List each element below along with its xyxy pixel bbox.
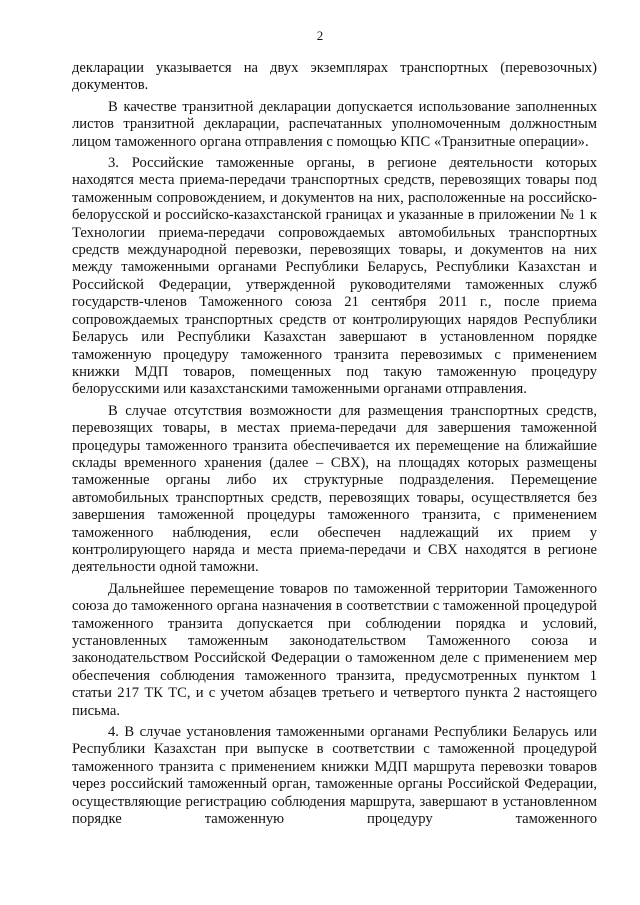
paragraph-further-movement: Дальнейшее перемещение товаров по таможенной территории Таможенного союза до таможенного органа назначения в соответствии с таможенной процедурой таможенного транзита допускается при соблюдении порядка и условий, установленных таможенным законодательством Таможенного союза и законодательством Российской Федерации о таможенном деле с применением мер обеспечения соблюдения таможенного транзита, предусмотренных пунктом 1 статьи 217 ТК ТС, и с учетом абзацев третьего и четвертого пункта 2 настоящего письма. [72, 580, 597, 719]
document-body [72, 60, 597, 832]
paragraph-item-3: 3. Российские таможенные органы, в регионе деятельности которых находятся места приема-передачи транспортных средств, перевозящих товары под таможенным сопровождением, и документов на них, расположенные на российско-белорусской и российско-казахстанской границах и указанные в приложении № 1 к Технологии приема-передачи сопровождаемых автомобильных транспортных средств международной перевозки, перевозящих товары, и документов на них между таможенными органами Республики Беларусь, Республики Казахстан и Российской Федерации, утвержденной руководителями таможенных служб государств-членов Таможенного союза 21 сентября 2011 г., после приема сопровождаемых транспортных средств от контролирующих нарядов Республики Беларусь или Республики Казахстан завершают в установленном порядке таможенную процедуру таможенного транзита перевозимых с применением книжки МДП товаров, помещенных под такую таможенную процедуру белорусскими или казахстанскими таможенными органами отправления. [72, 155, 597, 398]
paragraph-transit-declaration: В качестве транзитной декларации допускается использование заполненных листов транзитной декларации, распечатанных уполномоченным должностным лицом таможенного органа отправления с помощью КПС «Транзитные операции». [72, 98, 597, 150]
paragraph-continuation: декларации указывается на двух экземплярах транспортных (перевозочных) документов. [72, 60, 597, 94]
page-number: 2 [316, 28, 324, 43]
paragraph-item-4: 4. В случае установления таможенными органами Республики Беларусь или Республики Казахстан при выпуске в соответствии с таможенной процедурой таможенного транзита с применением книжки МДП маршрута перевозки товаров через российский таможенный орган, таможенные органы Российской Федерации, осуществляющие регистрацию соблюдения маршрута, завершают в установленном порядке таможенную процедуру таможенного [72, 724, 597, 828]
paragraph-temporary-storage: В случае отсутствия возможности для размещения транспортных средств, перевозящих товары, в местах приема-передачи для завершения таможенной процедуры таможенного транзита обеспечивается их перемещение на ближайшие склады временного хранения (далее – СВХ), на площадях которых размещены таможенные органы либо их структурные подразделения. Перемещение автомобильных транспортных средств, перевозящих товары, осуществляется без завершения таможенной процедуры таможенного транзита, с применением таможенного наблюдения, если обеспечен надлежащий их прием у контролирующего наряда и места приема-передачи и СВХ находятся в регионе деятельности одной таможни. [72, 402, 597, 576]
